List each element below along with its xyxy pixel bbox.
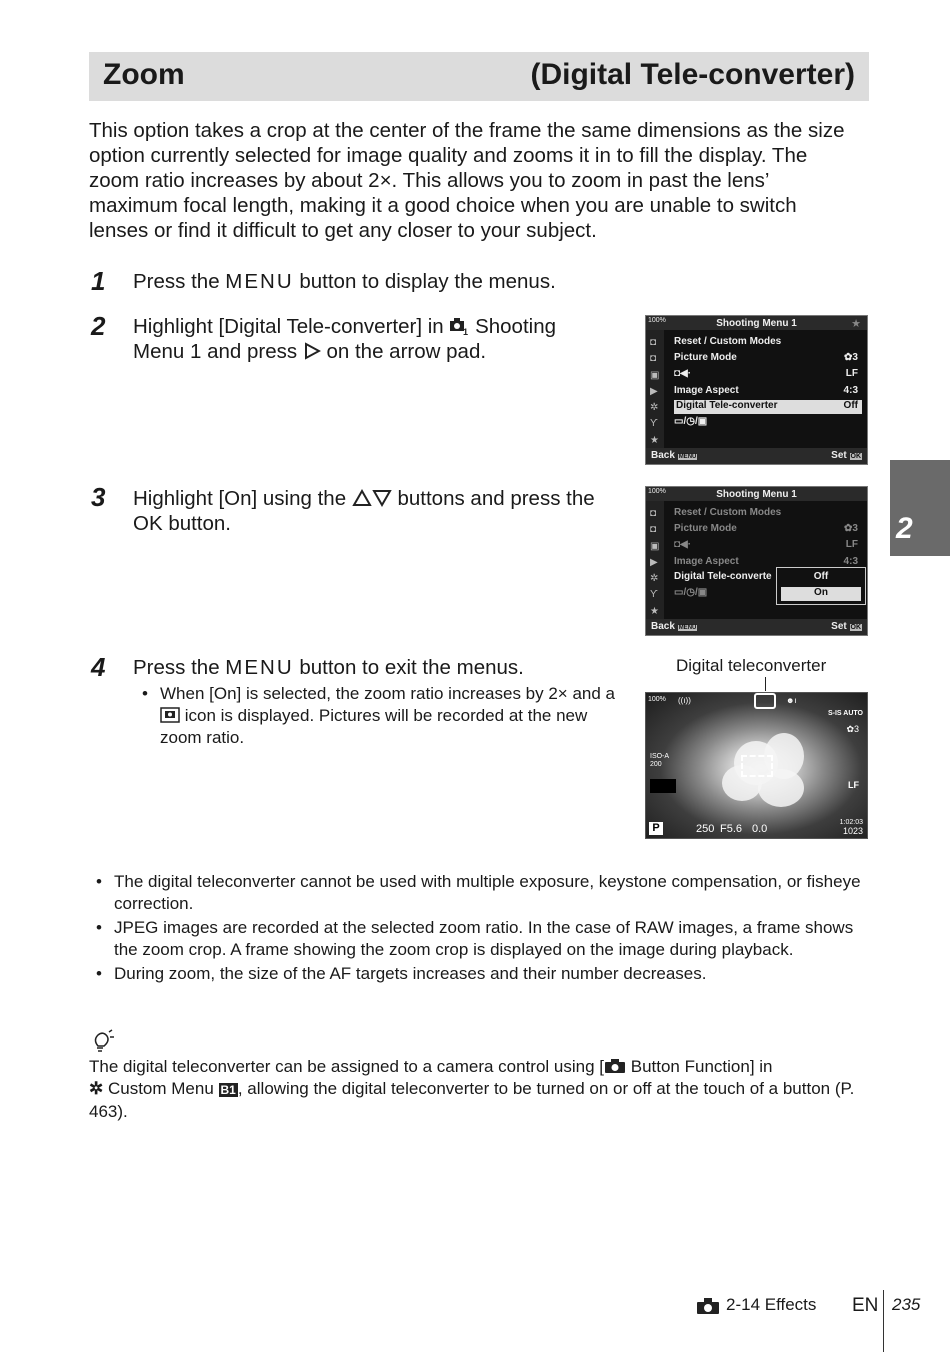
menu-row-label: Reset / Custom Modes bbox=[674, 507, 782, 518]
menu-row-value: LF bbox=[845, 368, 858, 379]
menu-row[interactable] bbox=[674, 507, 862, 521]
screen-2-title: Shooting Menu 1 bbox=[716, 489, 797, 500]
menu-row[interactable] bbox=[674, 336, 862, 350]
step-4-text bbox=[133, 655, 524, 680]
menu-row-label: Digital Tele-converte bbox=[674, 571, 772, 582]
screen-2-sidebar bbox=[646, 501, 664, 632]
bullet-dot: • bbox=[96, 872, 102, 891]
back-hint bbox=[651, 450, 697, 461]
note-item bbox=[96, 871, 866, 915]
wifi-icon: ((ı)) bbox=[678, 696, 691, 705]
menu-row-label: ◘◀· bbox=[674, 368, 692, 379]
menu-row-label: Digital Tele-converter bbox=[676, 400, 778, 411]
menu-row-value: ✿3 bbox=[844, 352, 858, 363]
quality-icon: LF bbox=[848, 780, 859, 790]
step-number-3: 3 bbox=[91, 482, 106, 512]
back-label: Back bbox=[651, 450, 675, 461]
footer-section: 2-14 Effects bbox=[726, 1295, 817, 1314]
step-2-text bbox=[133, 314, 613, 364]
menu-row-label: ◘◀· bbox=[674, 539, 692, 550]
step-3-text bbox=[133, 486, 623, 536]
page-subtitle: (Digital Tele-converter) bbox=[530, 58, 855, 91]
menu-tab-icons: ◘ ◘ ▣ ▶ ✲ ϒ ★ bbox=[650, 337, 660, 446]
live-shutter: 250 bbox=[696, 823, 715, 835]
set-label: Set bbox=[831, 621, 847, 632]
menu-row[interactable] bbox=[674, 523, 862, 537]
live-battery: 100% bbox=[648, 696, 666, 703]
tip-part-3: Custom Menu bbox=[103, 1079, 219, 1098]
menu-row-label: Picture Mode bbox=[674, 523, 737, 534]
tip-part-1: The digital teleconverter can be assigned to a camera control using [ bbox=[89, 1057, 605, 1076]
footer-divider bbox=[883, 1290, 884, 1352]
option-on[interactable]: On bbox=[781, 587, 861, 601]
footer-lang: EN bbox=[852, 1295, 879, 1316]
step-number-4: 4 bbox=[91, 652, 106, 682]
step-number-2: 2 bbox=[91, 311, 106, 341]
note-text: JPEG images are recorded at the selected zoom ratio. In the case of RAW images, a frame shows the zoom crop. A frame showing the zoom crop is displayed on the image during playback. bbox=[114, 918, 854, 959]
step-2-line1-pre: Highlight [Digital Tele-converter] in bbox=[133, 315, 450, 338]
live-ev: 0.0 bbox=[752, 823, 768, 835]
teleconverter-icon bbox=[160, 707, 180, 723]
menu-key-badge: MENU bbox=[678, 454, 697, 460]
camera-menu-icon bbox=[449, 316, 469, 336]
option-popup bbox=[776, 567, 866, 605]
page-number: 235 bbox=[892, 1295, 921, 1314]
sub-bullet-post: icon is displayed. Pictures will be recorded at the new zoom ratio. bbox=[160, 706, 588, 747]
notes-list bbox=[96, 871, 866, 987]
step-3-line2: OK button. bbox=[133, 512, 232, 535]
step-number-1: 1 bbox=[91, 266, 106, 296]
menu-row-value: LF bbox=[845, 539, 858, 550]
screen-2-footer bbox=[646, 619, 867, 635]
menu-row[interactable] bbox=[674, 416, 862, 430]
step-3-line1-post: buttons and press the bbox=[391, 487, 595, 510]
live-view-screen bbox=[645, 692, 868, 839]
screen-2-battery: 100% bbox=[648, 488, 666, 495]
menu-row-selected[interactable] bbox=[674, 400, 862, 414]
menu-key-label: MENU bbox=[225, 656, 294, 679]
page-title: Zoom bbox=[103, 58, 185, 91]
bullet-dot: • bbox=[96, 964, 102, 983]
menu-row-value: 4:3 bbox=[843, 385, 858, 396]
set-hint bbox=[831, 450, 862, 461]
menu-row[interactable] bbox=[674, 385, 862, 399]
sub-bullet-pre: When [On] is selected, the zoom ratio increases by 2× and a bbox=[160, 684, 615, 703]
live-iso: ISO-A 200 bbox=[650, 753, 669, 768]
arrow-down-icon bbox=[372, 489, 392, 507]
menu-row[interactable] bbox=[674, 539, 862, 553]
bullet-dot: • bbox=[142, 684, 148, 703]
step-2-line2-post: on the arrow pad. bbox=[320, 340, 487, 363]
back-label: Back bbox=[651, 621, 675, 632]
camera-icon bbox=[696, 1297, 720, 1315]
live-mode: P bbox=[649, 822, 663, 835]
menu-row-label: Image Aspect bbox=[674, 385, 739, 396]
chapter-tab bbox=[890, 460, 950, 556]
live-aperture: F5.6 bbox=[720, 823, 743, 835]
step-4-post: button to exit the menus. bbox=[293, 656, 524, 679]
ok-key-badge: OK bbox=[850, 624, 861, 631]
arrow-right-icon bbox=[303, 342, 321, 360]
tip-text bbox=[89, 1056, 859, 1123]
note-item bbox=[96, 917, 866, 961]
photo-caption: Digital teleconverter bbox=[676, 656, 827, 675]
menu-row-value: Off bbox=[843, 400, 858, 411]
menu-row[interactable] bbox=[674, 352, 862, 366]
note-text: During zoom, the size of the AF targets increases and their number decreases. bbox=[114, 964, 707, 983]
step-1-text bbox=[133, 269, 556, 294]
menu-screen-2 bbox=[645, 486, 868, 636]
title-bar bbox=[89, 52, 869, 101]
back-hint bbox=[651, 621, 697, 632]
custom-menu-b1-badge: B1 bbox=[220, 1083, 236, 1097]
step-1-post: button to display the menus. bbox=[293, 270, 556, 293]
live-count: 1023 bbox=[842, 826, 863, 836]
screen-1-footer bbox=[646, 448, 867, 464]
af-target-frame bbox=[741, 755, 773, 777]
screen-1-title: Shooting Menu 1 bbox=[716, 318, 797, 329]
caption-leader-line bbox=[765, 677, 766, 691]
tip-part-2: Button Function] in bbox=[626, 1057, 773, 1076]
drive-mode-icon bbox=[650, 779, 676, 793]
bullet-dot: • bbox=[96, 918, 102, 937]
tip-lightbulb-icon bbox=[89, 1028, 115, 1054]
menu-row-label: Image Aspect bbox=[674, 556, 739, 567]
set-hint bbox=[831, 621, 862, 632]
screen-1-battery: 100% bbox=[648, 317, 666, 324]
live-time: 1:02:03 bbox=[839, 819, 863, 826]
arrow-up-icon bbox=[352, 489, 372, 507]
step-4-pre: Press the bbox=[133, 656, 226, 679]
menu-row[interactable] bbox=[674, 368, 862, 382]
gear-icon: ✲ bbox=[89, 1079, 104, 1098]
menu-key-label: MENU bbox=[225, 270, 294, 293]
star-icon: ★ bbox=[851, 318, 861, 330]
menu-key-badge: MENU bbox=[678, 625, 697, 631]
chapter-number: 2 bbox=[896, 512, 913, 545]
face-detect-icon: ☻ı bbox=[786, 696, 797, 705]
option-off[interactable]: Off bbox=[813, 571, 829, 582]
picture-mode-icon: ✿3 bbox=[846, 724, 859, 734]
step-2-line1-post: Shooting bbox=[469, 315, 557, 338]
step-3-line1-pre: Highlight [On] using the bbox=[133, 487, 352, 510]
menu-row-label: ▭/◷/▣ bbox=[674, 416, 708, 427]
ok-key-badge: OK bbox=[850, 453, 861, 460]
teleconverter-indicator-icon bbox=[754, 693, 776, 709]
tip-part-4: , allowing the digital teleconverter to be turned on or off at the touch of a button (P. 463). bbox=[89, 1079, 855, 1121]
menu-row-value: ✿3 bbox=[844, 523, 858, 534]
note-item bbox=[96, 963, 866, 985]
menu-row-value: 4:3 bbox=[843, 556, 858, 567]
camera-icon bbox=[604, 1058, 626, 1074]
menu-tab-icons: ◘ ◘ ▣ ▶ ✲ ϒ ★ bbox=[650, 508, 660, 617]
step-2-line2-pre: Menu 1 and press bbox=[133, 340, 303, 363]
menu-row-label: Picture Mode bbox=[674, 352, 737, 363]
menu-row-label: Reset / Custom Modes bbox=[674, 336, 782, 347]
note-text: The digital teleconverter cannot be used with multiple exposure, keystone compensation, or fisheye correction. bbox=[114, 872, 861, 913]
menu-row-label: ▭/◷/▣ bbox=[674, 587, 708, 598]
intro-paragraph: This option takes a crop at the center of the frame the same dimensions as the size option currently selected for image quality and zooms it in to fill the display. The zoom ratio increases by about 2×. This allows you to zoom in past the lens’ maximum focal length, making it a good choice when you are unable to switch lenses or find it difficult to get any closer to your subject. bbox=[89, 119, 845, 242]
svg-text:1: 1 bbox=[463, 327, 469, 336]
step-1-pre: Press the bbox=[133, 270, 226, 293]
screen-1-sidebar bbox=[646, 330, 664, 461]
live-wb: S-IS AUTO bbox=[827, 710, 863, 717]
menu-screen-1 bbox=[645, 315, 868, 465]
set-label: Set bbox=[831, 450, 847, 461]
